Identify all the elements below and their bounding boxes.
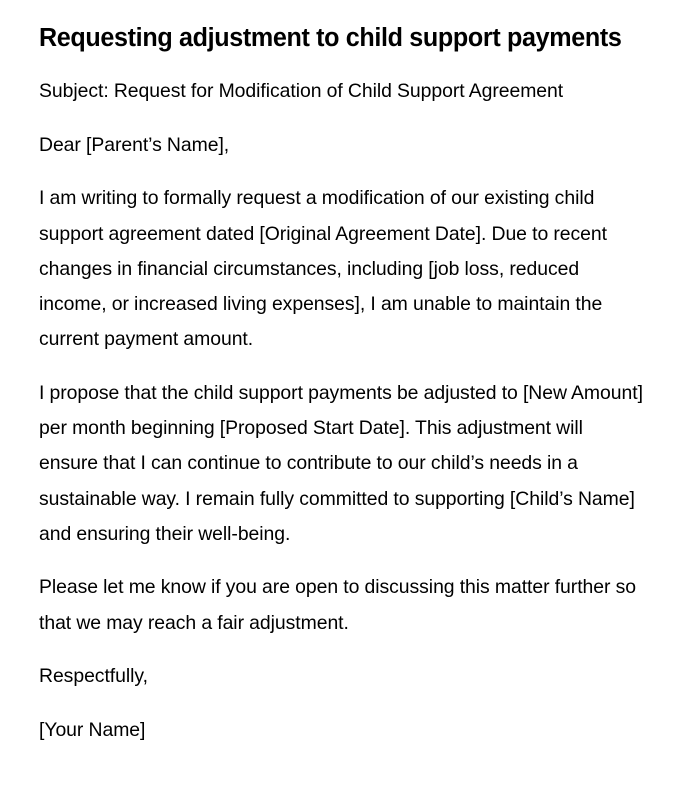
salutation: Dear [Parent’s Name], [39, 133, 230, 156]
body-paragraph-1: I am writing to formally request a modification of our existing child support agreement dated [Original Agreement Date]. Due to recent changes in financial circumstances, including [job loss, reduced income, or increased living expenses], I am unable to maintain the current payment amount. [39, 187, 607, 351]
body-paragraph-3: Please let me know if you are open to discussing this matter further so that we may reach a fair adjustment. [39, 576, 636, 634]
subject-line: Subject: Request for Modification of Child Support Agreement [39, 80, 564, 102]
closing-salutation: Respectfully, [39, 665, 148, 688]
document-body [39, 0, 643, 748]
body-paragraph-2: I propose that the child support payments be adjusted to [New Amount] per month beginning [Proposed Start Date]. This adjustment will ensure that I can continue to contribute to our child’s needs in a sustainable way. I remain fully committed to supporting [Child’s Name] and ensuring their well-being. [39, 381, 643, 545]
page-title: Requesting adjustment to child support payments [39, 24, 622, 52]
signature-name: [Your Name] [39, 719, 146, 742]
